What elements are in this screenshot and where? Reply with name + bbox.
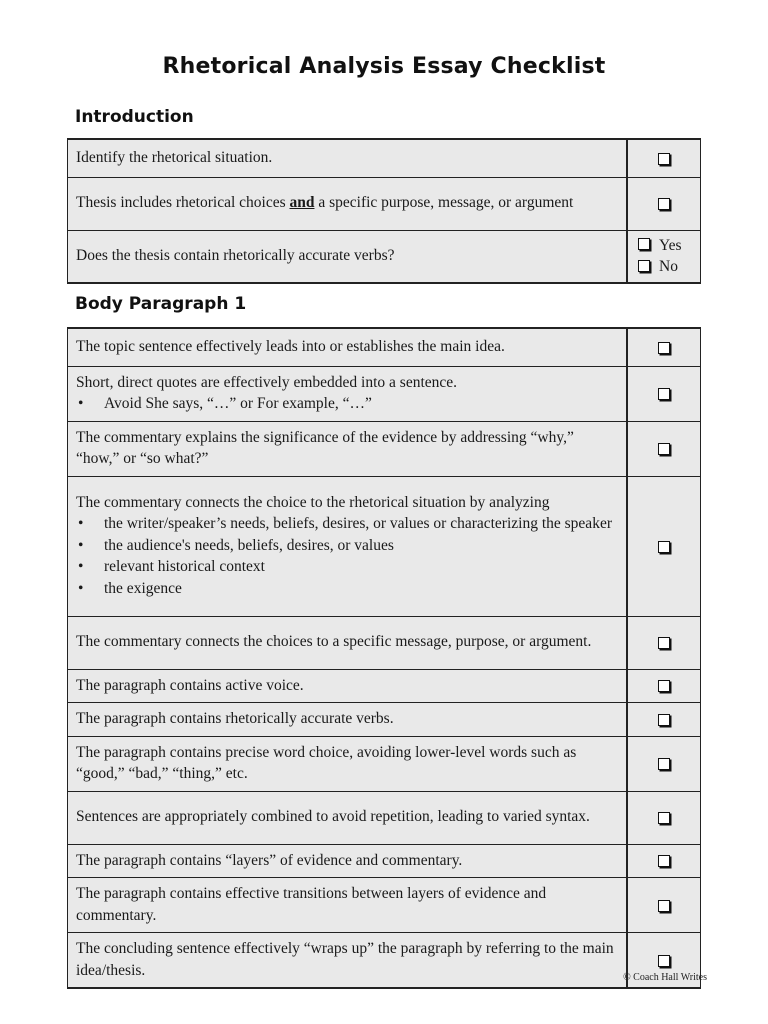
checkbox-cell	[627, 366, 701, 421]
table-row	[68, 791, 701, 844]
item-text	[68, 476, 628, 616]
checkbox-cell	[627, 421, 701, 476]
checkbox-cell	[627, 177, 701, 230]
yes-no-cell	[627, 230, 701, 283]
bullet-list	[76, 393, 618, 415]
checkbox[interactable]	[638, 238, 650, 250]
checkbox[interactable]	[658, 443, 670, 455]
checkbox-cell	[627, 476, 701, 616]
item-text-emphasis: and	[289, 194, 315, 212]
checkbox[interactable]	[658, 812, 670, 824]
item-text: The paragraph contains precise word choice, avoiding lower-level words such as “good,” “bad,” “thing,” etc.	[68, 736, 628, 791]
item-text: Sentences are appropriately combined to avoid repetition, leading to varied syntax.	[68, 791, 628, 844]
page-title: Rhetorical Analysis Essay Checklist	[162, 54, 606, 79]
item-main-text: The commentary connects the choice to the rhetorical situation by analyzing	[76, 493, 550, 511]
bullet-item: • Avoid She says, “…” or For example, “…”	[76, 393, 618, 415]
table-row	[68, 177, 701, 230]
table-row	[68, 230, 701, 283]
table-row	[68, 366, 701, 421]
checkbox[interactable]	[658, 388, 670, 400]
item-text	[68, 366, 628, 421]
checkbox-cell	[627, 703, 701, 737]
body-paragraph-checklist-table	[67, 327, 701, 989]
item-text: Does the thesis contain rhetorically accurate verbs?	[68, 230, 628, 283]
checkbox[interactable]	[658, 680, 670, 692]
checkbox[interactable]	[658, 955, 670, 967]
item-text: The commentary connects the choices to a specific message, purpose, or argument.	[68, 616, 628, 669]
no-label: No	[659, 258, 678, 276]
checkbox[interactable]	[658, 541, 670, 553]
checkbox-cell	[627, 844, 701, 878]
copyright-footer: © Coach Hall Writes	[623, 972, 707, 983]
checkbox[interactable]	[658, 758, 670, 770]
item-text: The topic sentence effectively leads into or establishes the main idea.	[68, 328, 628, 366]
item-text: Identify the rhetorical situation.	[68, 139, 628, 177]
item-text: The paragraph contains “layers” of evidence and commentary.	[68, 844, 628, 878]
item-text-before: Thesis includes rhetorical choices	[76, 194, 290, 212]
bullet-item: • the exigence	[76, 578, 618, 600]
item-text-after: a specific purpose, message, or argument	[314, 194, 574, 212]
yes-label: Yes	[659, 236, 682, 254]
checkbox[interactable]	[658, 153, 670, 165]
checkbox[interactable]	[658, 714, 670, 726]
item-text	[68, 177, 628, 230]
table-row	[68, 476, 701, 616]
checkbox[interactable]	[658, 342, 670, 354]
item-text: The paragraph contains rhetorically accurate verbs.	[68, 703, 628, 737]
checkbox-cell	[627, 736, 701, 791]
table-row	[68, 736, 701, 791]
section-heading-introduction: Introduction	[75, 107, 194, 127]
checkbox-cell	[627, 791, 701, 844]
checkbox-cell	[627, 139, 701, 177]
table-row	[68, 669, 701, 703]
checkbox[interactable]	[638, 260, 650, 272]
item-text: The concluding sentence effectively “wraps up” the paragraph by referring to the main idea/thesis.	[68, 933, 628, 989]
table-row	[68, 878, 701, 933]
table-row	[68, 139, 701, 177]
checkbox[interactable]	[658, 198, 670, 210]
table-row	[68, 703, 701, 737]
checkbox[interactable]	[658, 637, 670, 649]
item-text: The commentary explains the significance of the evidence by addressing “why,” “how,” or “so what?”	[68, 421, 628, 476]
checkbox-cell	[627, 328, 701, 366]
table-row	[68, 328, 701, 366]
introduction-checklist-table	[67, 138, 701, 284]
checkbox-cell	[627, 878, 701, 933]
item-text: The paragraph contains active voice.	[68, 669, 628, 703]
checkbox-cell	[627, 669, 701, 703]
bullet-item: • the audience's needs, beliefs, desires, or values	[76, 535, 618, 557]
item-text: The paragraph contains effective transitions between layers of evidence and commentary.	[68, 878, 628, 933]
checkbox[interactable]	[658, 900, 670, 912]
no-option[interactable]	[638, 256, 700, 278]
checkbox-cell	[627, 616, 701, 669]
table-row	[68, 421, 701, 476]
item-main-text: Short, direct quotes are effectively embedded into a sentence.	[76, 373, 458, 391]
section-heading-body-paragraph-1: Body Paragraph 1	[75, 294, 247, 314]
yes-option[interactable]	[638, 235, 700, 257]
table-row	[68, 616, 701, 669]
bullet-item: • relevant historical context	[76, 556, 618, 578]
bullet-item: • the writer/speaker’s needs, beliefs, desires, or values or characterizing the speaker	[76, 513, 618, 535]
table-row	[68, 844, 701, 878]
bullet-list	[76, 513, 618, 599]
table-row	[68, 933, 701, 989]
checkbox[interactable]	[658, 855, 670, 867]
